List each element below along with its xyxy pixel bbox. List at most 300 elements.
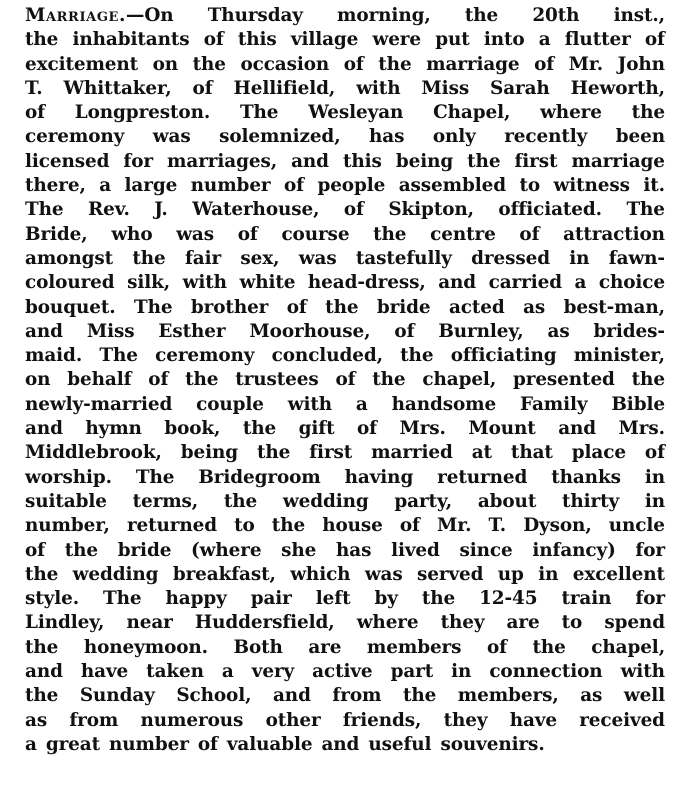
article-word: the: [372, 369, 406, 391]
article-word: village: [290, 29, 359, 51]
article-word: of: [356, 418, 377, 440]
article-word: Thursday: [207, 5, 303, 26]
article-word: couple: [196, 393, 264, 415]
article-word: suitable: [25, 490, 107, 512]
article-line: [25, 320, 665, 344]
article-word: part: [390, 661, 434, 683]
article-word: on: [152, 53, 179, 75]
article-word: useful: [368, 733, 432, 755]
article-word: Both: [233, 636, 283, 658]
article-word: they: [443, 709, 488, 731]
article-heading: [25, 4, 174, 28]
article-word: The: [103, 588, 142, 610]
article-word: morning,: [337, 5, 431, 26]
article-word: Hellifield,: [233, 77, 336, 99]
article-word: the: [257, 442, 291, 464]
article-word: newly-married: [25, 393, 173, 415]
article-word: was: [152, 126, 191, 148]
article-line: [25, 514, 665, 538]
article-word: first: [514, 150, 558, 172]
article-word: returned: [437, 466, 528, 488]
article-word: thirty: [561, 490, 620, 512]
article-word: of: [237, 223, 258, 245]
article-word: of: [197, 733, 218, 755]
article-word: the: [467, 150, 501, 172]
article-word: bride: [117, 539, 172, 561]
article-word: The: [135, 466, 175, 488]
article-word: Miss: [86, 320, 135, 342]
article-word: assembled: [398, 175, 506, 197]
article-word: that: [510, 442, 553, 464]
article-word: was: [298, 247, 337, 269]
article-word: Waterhouse,: [192, 199, 320, 221]
article-word: the: [421, 588, 456, 610]
heading-dash-word: —On: [126, 5, 174, 26]
article-word: members,: [457, 685, 559, 707]
article-word: into: [483, 29, 525, 51]
article-word: handsome: [391, 393, 497, 415]
article-line: [25, 198, 665, 222]
article-word: Mr.: [568, 53, 604, 75]
article-word: of: [534, 53, 555, 75]
article-word: left: [315, 588, 351, 610]
article-word: the: [400, 345, 434, 367]
article-word: (where: [191, 539, 262, 561]
article-word: book,: [164, 418, 221, 440]
article-word: the: [631, 369, 665, 391]
article-word: she: [281, 539, 317, 561]
article-word: marriage: [426, 53, 520, 75]
article-word: has: [336, 539, 372, 561]
article-word: well: [623, 685, 665, 707]
article-line: [25, 174, 665, 198]
article-word: a: [574, 272, 587, 294]
article-word: for: [635, 588, 665, 610]
article-word: the: [25, 636, 59, 658]
article-word: of: [25, 102, 45, 124]
article-word: connection: [489, 661, 603, 683]
article-word: Heworth,: [570, 77, 665, 99]
article-word: The: [25, 199, 64, 221]
article-word: and: [25, 418, 63, 440]
article-word: Sarah: [490, 77, 550, 99]
article-word: coloured: [25, 272, 115, 294]
article-word: The: [239, 102, 279, 124]
article-line: [25, 587, 665, 611]
article-word: have: [80, 661, 129, 683]
article-word: gift: [298, 418, 335, 440]
article-word: which: [290, 563, 351, 585]
article-word: and: [438, 272, 477, 294]
article-word: are: [506, 612, 540, 634]
article-word: with: [287, 393, 333, 415]
article-word: breakfast,: [172, 563, 276, 585]
article-word: Middlebrook,: [25, 442, 162, 464]
article-word: chapel,: [591, 636, 665, 658]
article-word: Mount: [468, 418, 536, 440]
article-word: Miss: [421, 77, 470, 99]
article-word: Mr.: [436, 515, 472, 537]
article-word: the: [631, 102, 665, 124]
article-word: this: [237, 29, 277, 51]
article-word: the: [192, 53, 226, 75]
article-word: course: [281, 223, 350, 245]
article-line: [25, 368, 665, 392]
article-word: of: [148, 369, 169, 391]
article-word: centre: [430, 223, 496, 245]
article-word: Longpreston.: [74, 102, 211, 124]
article-word: of: [644, 29, 665, 51]
article-word: fawn-: [608, 247, 665, 269]
article-word: inhabitants: [72, 29, 190, 51]
article-word: and: [272, 685, 311, 707]
article-word: witness: [553, 175, 630, 197]
article-line: [25, 733, 665, 757]
article-word: the: [242, 418, 277, 440]
article-word: tastefully: [355, 247, 452, 269]
article-word: silk,: [127, 272, 171, 294]
article-word: with: [620, 661, 665, 683]
article-word: bouquet.: [25, 296, 116, 318]
article-word: Huddersfield,: [194, 612, 335, 634]
article-word: as: [523, 296, 546, 318]
article-word: Esther: [158, 320, 226, 342]
article-word: members: [366, 636, 462, 658]
article-word: to: [561, 612, 583, 634]
article-word: with: [356, 77, 401, 99]
article-word: for: [635, 539, 665, 561]
article-word: the: [402, 685, 437, 707]
article-word: the: [378, 53, 412, 75]
article-word: been: [615, 126, 665, 148]
article-word: train: [561, 588, 612, 610]
article-word: of: [335, 369, 356, 391]
article-word: dressed: [471, 247, 550, 269]
article-word: Burnley,: [438, 320, 524, 342]
article-word: Dyson,: [523, 515, 592, 537]
article-word: bride: [376, 296, 431, 318]
article-word: served: [417, 563, 484, 585]
article-word: since: [459, 539, 513, 561]
article-word: of: [644, 442, 665, 464]
article-word: and: [558, 418, 597, 440]
article-word: in: [644, 466, 665, 488]
article-line: [25, 417, 665, 441]
article-word: solemnized,: [219, 126, 341, 148]
article-line: [25, 539, 665, 563]
article-word: infancy): [532, 539, 616, 561]
article-word: 20th: [532, 5, 580, 26]
article-word: with: [182, 272, 227, 294]
article-word: the: [271, 515, 306, 537]
article-word: Sunday: [79, 685, 155, 707]
article-word: number,: [25, 515, 110, 537]
article-word: chapel,: [422, 369, 497, 391]
article-word: Family: [520, 393, 588, 415]
article-word: T.: [488, 515, 507, 537]
article-word: officiated.: [498, 199, 602, 221]
article-word: this: [342, 150, 382, 172]
article-word: the: [532, 636, 566, 658]
article-word: the: [25, 29, 59, 51]
article-word: being: [395, 150, 454, 172]
article-word: other: [265, 709, 321, 731]
article-word: put: [435, 29, 470, 51]
article-line: [25, 4, 665, 28]
article-word: valuable: [226, 733, 313, 755]
article-line: [25, 611, 665, 635]
article-word: house: [322, 515, 383, 537]
article-word: lived: [391, 539, 440, 561]
article-word: for: [123, 150, 153, 172]
article-word: The: [99, 345, 138, 367]
article-line: [25, 344, 665, 368]
article-word: a: [355, 393, 368, 415]
article-word: flutter: [564, 29, 631, 51]
article-word: souvenirs.: [440, 733, 545, 755]
article-word: the: [25, 685, 59, 707]
article-word: 12-45: [479, 588, 538, 610]
article-word: marriage: [571, 150, 665, 172]
article-word: Lindley,: [25, 612, 105, 634]
article-word: presented: [512, 369, 615, 391]
article-word: the: [223, 490, 258, 512]
article-word: and: [25, 661, 63, 683]
article-word: white: [239, 272, 296, 294]
article-word: sex,: [240, 247, 280, 269]
article-word: occasion: [240, 53, 330, 75]
article-word: are: [308, 636, 342, 658]
article-word: the: [132, 247, 166, 269]
article-word: married: [371, 442, 453, 464]
article-word: in: [451, 661, 472, 683]
article-word: and: [25, 320, 63, 342]
article-word: Bride,: [25, 223, 88, 245]
article-word: Chapel,: [433, 102, 511, 124]
article-line: [25, 441, 665, 465]
article-word: there,: [25, 175, 86, 197]
article-word: thanks: [551, 466, 621, 488]
article-word: Moorhouse,: [249, 320, 371, 342]
article-word: of: [343, 199, 364, 221]
article-line: [25, 684, 665, 708]
article-word: Wesleyan: [308, 102, 404, 124]
article-word: brides-: [593, 320, 665, 342]
article-line: [25, 77, 665, 101]
article-word: the: [464, 5, 499, 26]
article-word: honeymoon.: [83, 636, 208, 658]
article-word: wedding: [72, 563, 159, 585]
article-word: ceremony: [155, 345, 255, 367]
article-word: party,: [394, 490, 453, 512]
article-word: of: [283, 175, 304, 197]
article-line: [25, 636, 665, 660]
article-body: [25, 4, 665, 757]
article-word: of: [399, 515, 420, 537]
article-line: [25, 709, 665, 733]
heading-text: Marriage.: [25, 5, 127, 26]
article-line: [25, 563, 665, 587]
article-word: choice: [598, 272, 665, 294]
article-word: from: [332, 685, 382, 707]
article-word: uncle: [608, 515, 665, 537]
article-word: to: [519, 175, 541, 197]
article-word: returned: [126, 515, 218, 537]
article-word: best-man,: [563, 296, 665, 318]
article-word: excitement: [25, 53, 139, 75]
article-word: in: [569, 247, 590, 269]
article-word: officiating: [450, 345, 557, 367]
article-line: [25, 466, 665, 490]
article-word: the: [373, 223, 407, 245]
article-word: has: [368, 126, 405, 148]
article-word: in: [644, 490, 665, 512]
article-line: [25, 660, 665, 684]
article-word: being: [180, 442, 239, 464]
article-word: it.: [643, 175, 665, 197]
article-word: received: [579, 709, 665, 731]
article-word: fair: [184, 247, 222, 269]
article-word: only: [432, 126, 476, 148]
article-word: worship.: [25, 466, 112, 488]
article-line: [25, 247, 665, 271]
article-word: of: [203, 29, 224, 51]
article-word: active: [312, 661, 373, 683]
article-word: were: [372, 29, 421, 51]
article-word: Mrs.: [399, 418, 446, 440]
article-word: large: [124, 175, 178, 197]
article-word: excellent: [572, 563, 665, 585]
article-word: T.: [25, 77, 43, 99]
article-word: amongst: [25, 247, 114, 269]
article-word: head-dress,: [307, 272, 426, 294]
article-word: John: [617, 53, 665, 75]
article-word: of: [192, 77, 213, 99]
article-line: [25, 393, 665, 417]
article-word: attraction: [563, 223, 665, 245]
article-word: who: [111, 223, 153, 245]
article-word: marriages,: [167, 150, 278, 172]
article-word: acted: [448, 296, 505, 318]
article-line: [25, 28, 665, 52]
article-word: of: [343, 53, 364, 75]
article-word: about: [477, 490, 537, 512]
article-line: [25, 53, 665, 77]
article-word: ceremony: [25, 126, 125, 148]
article-line: [25, 223, 665, 247]
article-word: near: [126, 612, 173, 634]
article-word: Rev.: [87, 199, 130, 221]
article-word: the: [64, 539, 98, 561]
article-word: J.: [154, 199, 168, 221]
article-word: have: [509, 709, 557, 731]
article-word: where: [540, 102, 602, 124]
article-word: was: [176, 223, 215, 245]
article-word: and: [291, 150, 329, 172]
article-word: up: [497, 563, 524, 585]
article-word: taken: [146, 661, 204, 683]
article-word: happy: [165, 588, 227, 610]
article-word: a: [25, 733, 37, 755]
article-word: pair: [250, 588, 292, 610]
article-word: behalf: [67, 369, 132, 391]
article-word: recently: [504, 126, 588, 148]
article-word: on: [25, 369, 51, 391]
article-word: in: [538, 563, 559, 585]
article-word: of: [394, 320, 415, 342]
article-word: people: [317, 175, 386, 197]
article-word: having: [344, 466, 414, 488]
article-word: first: [309, 442, 353, 464]
article-line: [25, 125, 665, 149]
article-word: as: [580, 685, 603, 707]
article-word: School,: [176, 685, 252, 707]
article-word: licensed: [25, 150, 110, 172]
article-line: [25, 101, 665, 125]
article-word: place: [571, 442, 626, 464]
article-word: a: [538, 29, 551, 51]
article-word: terms,: [132, 490, 199, 512]
article-word: great: [45, 733, 100, 755]
article-word: wedding: [282, 490, 369, 512]
article-word: The: [626, 199, 665, 221]
article-word: Whittaker,: [63, 77, 172, 99]
article-word: numerous: [140, 709, 244, 731]
article-word: friends,: [342, 709, 422, 731]
article-line: [25, 271, 665, 295]
article-word: style.: [25, 588, 80, 610]
article-word: very: [251, 661, 295, 683]
article-word: The: [133, 296, 173, 318]
article-word: the: [185, 369, 219, 391]
article-word: number: [109, 733, 189, 755]
article-word: of: [286, 296, 307, 318]
article-word: as: [25, 709, 48, 731]
article-word: to: [234, 515, 255, 537]
article-word: hymn: [85, 418, 142, 440]
article-word: inst.,: [613, 5, 665, 26]
article-word: was: [364, 563, 403, 585]
article-word: the: [25, 563, 59, 585]
article-word: as: [547, 320, 570, 342]
article-line: [25, 150, 665, 174]
article-word: maid.: [25, 345, 83, 367]
article-word: number: [190, 175, 271, 197]
article-word: Bible: [611, 393, 665, 415]
article-word: of: [519, 223, 540, 245]
article-word: at: [471, 442, 492, 464]
article-word: minister,: [573, 345, 665, 367]
article-word: brother: [190, 296, 269, 318]
article-word: the: [325, 296, 359, 318]
article-word: spend: [604, 612, 665, 634]
article-word: and: [321, 733, 360, 755]
article-word: where: [356, 612, 419, 634]
article-word: they: [440, 612, 485, 634]
article-word: Skipton,: [388, 199, 474, 221]
article-word: a: [99, 175, 112, 197]
article-word: by: [374, 588, 398, 610]
article-word: Mrs.: [618, 418, 665, 440]
article-word: concluded,: [271, 345, 383, 367]
article-line: [25, 296, 665, 320]
article-word: a: [221, 661, 234, 683]
article-word: of: [486, 636, 507, 658]
article-word: Bridegroom: [198, 466, 321, 488]
article-word: from: [69, 709, 119, 731]
article-word: trustees: [235, 369, 319, 391]
article-line: [25, 490, 665, 514]
